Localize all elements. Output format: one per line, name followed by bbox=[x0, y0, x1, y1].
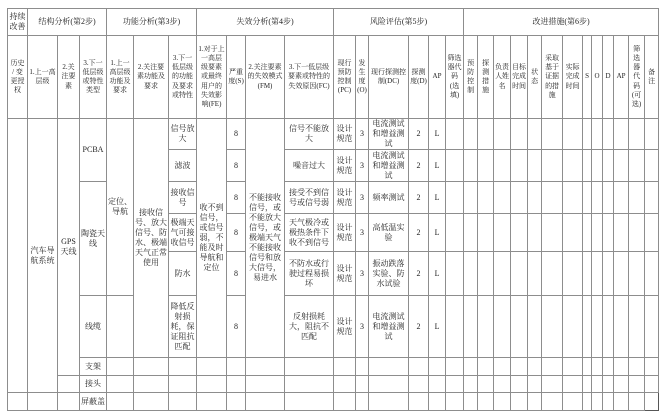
header-owner-name: 负责人姓名 bbox=[494, 36, 511, 119]
empty-cell bbox=[478, 376, 494, 393]
empty-cell bbox=[614, 150, 629, 182]
empty-cell bbox=[107, 376, 134, 393]
empty-cell bbox=[603, 358, 614, 376]
empty-cell bbox=[583, 376, 592, 393]
cell-component-shield-cover: 屏蔽盖 bbox=[80, 393, 107, 411]
empty-cell bbox=[478, 358, 494, 376]
cell-focus-element: GPS天线 bbox=[58, 119, 80, 376]
empty-cell bbox=[446, 119, 464, 150]
empty-cell bbox=[614, 119, 629, 150]
header-next-lower-level-type: 3.下一低层级或特性类型 bbox=[80, 36, 107, 119]
header-filter-code-optional: 筛选器代码(选填) bbox=[446, 36, 464, 119]
empty-cell bbox=[563, 393, 583, 411]
empty-cell bbox=[58, 376, 80, 393]
empty-cell bbox=[464, 150, 478, 182]
cell-dc-4: 振动跌落实验、防水试验 bbox=[369, 252, 409, 296]
row-pcba-amplify bbox=[8, 119, 659, 150]
empty-cell bbox=[494, 252, 511, 296]
column-header-row bbox=[8, 36, 659, 119]
cell-failure-effect: 收不到信号，或信号弱，不能及时导航和定位 bbox=[197, 119, 227, 358]
empty-cell bbox=[169, 393, 197, 411]
empty-cell bbox=[464, 376, 478, 393]
empty-cell bbox=[478, 393, 494, 411]
empty-cell bbox=[246, 376, 285, 393]
empty-cell bbox=[446, 358, 464, 376]
empty-cell bbox=[645, 119, 659, 150]
empty-cell bbox=[542, 252, 563, 296]
empty-cell bbox=[542, 214, 563, 252]
empty-cell bbox=[28, 393, 58, 411]
empty-cell bbox=[629, 296, 645, 358]
empty-cell bbox=[645, 182, 659, 214]
header-severity-s: 严重度(S) bbox=[227, 36, 246, 119]
empty-cell bbox=[645, 150, 659, 182]
empty-cell bbox=[629, 358, 645, 376]
header-actual-completion-date: 实际完成时间 bbox=[563, 36, 583, 119]
cell-pc-4: 设计规范 bbox=[334, 252, 356, 296]
header-evidence-based-action: 采取基于证据的措施 bbox=[542, 36, 563, 119]
cell-occurrence-4: 3 bbox=[356, 252, 369, 296]
cell-failure-cause-2: 接受不到信号或信号弱 bbox=[285, 182, 334, 214]
header-detection-control-dc: 现行探测控制(DC) bbox=[369, 36, 409, 119]
cell-dc-3: 高低温实验 bbox=[369, 214, 409, 252]
cell-ap-5: L bbox=[429, 296, 446, 358]
empty-cell bbox=[528, 393, 542, 411]
empty-cell bbox=[614, 214, 629, 252]
cell-occurrence-2: 3 bbox=[356, 182, 369, 214]
header-s: S bbox=[583, 36, 592, 119]
empty-cell bbox=[528, 214, 542, 252]
empty-cell bbox=[542, 393, 563, 411]
empty-cell bbox=[528, 252, 542, 296]
empty-cell bbox=[592, 182, 603, 214]
empty-cell bbox=[592, 376, 603, 393]
empty-cell bbox=[583, 393, 592, 411]
empty-cell bbox=[563, 376, 583, 393]
cell-detection-0: 2 bbox=[409, 119, 429, 150]
cell-pc-0: 设计规范 bbox=[334, 119, 356, 150]
empty-cell bbox=[356, 376, 369, 393]
cell-occurrence-0: 3 bbox=[356, 119, 369, 150]
header-failure-cause-fc: 3.下一低层级要素或特性的失效原因(FC) bbox=[285, 36, 334, 119]
empty-cell bbox=[169, 358, 197, 376]
empty-cell bbox=[356, 358, 369, 376]
empty-cell bbox=[583, 214, 592, 252]
empty-cell bbox=[563, 296, 583, 358]
cell-component-ceramic-antenna: 陶瓷天线 bbox=[80, 182, 107, 296]
cell-system: 汽车导航系统 bbox=[28, 119, 58, 393]
empty-cell bbox=[563, 182, 583, 214]
cell-history bbox=[8, 119, 28, 393]
empty-cell bbox=[645, 376, 659, 393]
empty-cell bbox=[542, 358, 563, 376]
group-risk-assessment: 风险评估(第5步) bbox=[334, 9, 464, 36]
cell-pc-5: 设计规范 bbox=[334, 296, 356, 358]
empty-cell bbox=[592, 214, 603, 252]
header-focus-element: 2.关注要素 bbox=[58, 36, 80, 119]
empty-cell bbox=[446, 393, 464, 411]
empty-cell bbox=[409, 393, 429, 411]
empty-cell bbox=[134, 358, 169, 376]
empty-cell bbox=[592, 393, 603, 411]
empty-cell bbox=[478, 214, 494, 252]
empty-cell bbox=[528, 150, 542, 182]
empty-cell bbox=[197, 358, 227, 376]
empty-cell bbox=[528, 119, 542, 150]
empty-cell bbox=[645, 296, 659, 358]
cell-ap-4: L bbox=[429, 252, 446, 296]
empty-cell bbox=[629, 182, 645, 214]
empty-cell bbox=[334, 376, 356, 393]
empty-cell bbox=[603, 214, 614, 252]
empty-cell bbox=[511, 214, 528, 252]
empty-cell bbox=[563, 358, 583, 376]
header-target-completion-date: 目标完成时间 bbox=[511, 36, 528, 119]
cell-system-function: 定位、导航 bbox=[107, 119, 134, 296]
empty-cell bbox=[511, 393, 528, 411]
empty-cell bbox=[107, 358, 134, 376]
empty-cell bbox=[592, 150, 603, 182]
cell-severity-1: 8 bbox=[227, 150, 246, 182]
empty-cell bbox=[429, 393, 446, 411]
row-cable bbox=[8, 296, 659, 358]
cell-severity-3: 8 bbox=[227, 214, 246, 252]
empty-cell bbox=[563, 150, 583, 182]
cell-dc-2: 频率测试 bbox=[369, 182, 409, 214]
empty-cell bbox=[629, 252, 645, 296]
cell-detection-3: 2 bbox=[409, 214, 429, 252]
empty-cell bbox=[542, 182, 563, 214]
cell-detection-5: 2 bbox=[409, 296, 429, 358]
group-structure-analysis: 结构分析(第2步) bbox=[28, 9, 107, 36]
empty-cell bbox=[446, 150, 464, 182]
empty-cell bbox=[563, 119, 583, 150]
header-prevention-action: 预防控制 bbox=[464, 36, 478, 119]
header-failure-mode-fm: 2.关注要素的失效模式(FM) bbox=[246, 36, 285, 119]
empty-cell bbox=[429, 376, 446, 393]
cell-component-function-5: 降低反射损耗，保证阻抗匹配 bbox=[169, 296, 197, 358]
group-failure-analysis: 失效分析(第4步) bbox=[197, 9, 334, 36]
empty-cell bbox=[511, 119, 528, 150]
cell-occurrence-3: 3 bbox=[356, 214, 369, 252]
cell-component-function-1: 滤波 bbox=[169, 150, 197, 182]
group-optimization: 改进措施(第6步) bbox=[464, 9, 659, 36]
empty-cell bbox=[246, 393, 285, 411]
cell-dc-1: 电流测试和增益测试 bbox=[369, 150, 409, 182]
cell-occurrence-5: 3 bbox=[356, 296, 369, 358]
empty-cell bbox=[197, 393, 227, 411]
row-connector bbox=[8, 376, 659, 393]
empty-cell bbox=[614, 252, 629, 296]
empty-cell bbox=[614, 182, 629, 214]
empty-cell bbox=[629, 150, 645, 182]
empty-cell bbox=[645, 252, 659, 296]
empty-cell bbox=[356, 393, 369, 411]
header-failure-effects-fe: 1.对于上一高层级要素或最终用户的失效影响(FE) bbox=[197, 36, 227, 119]
empty-cell bbox=[134, 376, 169, 393]
empty-cell bbox=[592, 296, 603, 358]
empty-cell bbox=[511, 296, 528, 358]
cell-detection-1: 2 bbox=[409, 150, 429, 182]
header-higher-level-function: 1.上一高层级功能及要求 bbox=[107, 36, 134, 119]
cell-dc-5: 电流测试和增益测试 bbox=[369, 296, 409, 358]
cell-component-pcba: PCBA bbox=[80, 119, 107, 182]
group-function-analysis: 功能分析(第3步) bbox=[107, 9, 197, 36]
empty-cell bbox=[446, 376, 464, 393]
cell-failure-mode: 不能接收信号，或不能放大信号，或极端天气不能接收信号和放大信号，易进水 bbox=[246, 119, 285, 358]
header-focus-element-function: 2.关注要素功能及要求 bbox=[134, 36, 169, 119]
empty-cell bbox=[528, 358, 542, 376]
empty-cell bbox=[464, 214, 478, 252]
empty-cell bbox=[542, 150, 563, 182]
cell-component-function-0: 信号放大 bbox=[169, 119, 197, 150]
empty-cell bbox=[511, 358, 528, 376]
cell-ap-3: L bbox=[429, 214, 446, 252]
empty-cell bbox=[603, 376, 614, 393]
empty-cell bbox=[583, 252, 592, 296]
empty-cell bbox=[494, 150, 511, 182]
header-d: D bbox=[603, 36, 614, 119]
empty-cell bbox=[494, 182, 511, 214]
header-detection-d: 探测度(D) bbox=[409, 36, 429, 119]
empty-cell bbox=[494, 393, 511, 411]
empty-cell bbox=[478, 182, 494, 214]
group-continuous-improvement: 持续改善 bbox=[8, 9, 28, 36]
empty-cell bbox=[446, 252, 464, 296]
empty-cell bbox=[592, 252, 603, 296]
empty-cell bbox=[603, 119, 614, 150]
empty-cell bbox=[528, 182, 542, 214]
empty-cell bbox=[511, 182, 528, 214]
cell-ap-1: L bbox=[429, 150, 446, 182]
empty-cell bbox=[629, 214, 645, 252]
empty-cell bbox=[614, 296, 629, 358]
row-bracket bbox=[8, 358, 659, 376]
empty-cell bbox=[494, 296, 511, 358]
header-ap-2: AP bbox=[614, 36, 629, 119]
empty-cell bbox=[494, 119, 511, 150]
cell-dc-0: 电流测试和增益测试 bbox=[369, 119, 409, 150]
empty-cell bbox=[603, 252, 614, 296]
empty-cell bbox=[227, 393, 246, 411]
empty-cell bbox=[645, 214, 659, 252]
empty-cell bbox=[334, 358, 356, 376]
cell-failure-cause-5: 反射损耗大，阻抗不匹配 bbox=[285, 296, 334, 358]
empty-cell bbox=[528, 376, 542, 393]
empty-cell bbox=[583, 150, 592, 182]
empty-cell bbox=[464, 252, 478, 296]
empty-cell bbox=[429, 358, 446, 376]
cell-severity-4: 8 bbox=[227, 252, 246, 296]
cell-failure-cause-4: 不防水或行驶过程易损坏 bbox=[285, 252, 334, 296]
empty-cell bbox=[542, 119, 563, 150]
header-filter-code-optional-2: 筛选器代码(可选) bbox=[629, 36, 645, 119]
cell-pc-2: 设计规范 bbox=[334, 182, 356, 214]
cell-occurrence-1: 3 bbox=[356, 150, 369, 182]
empty-cell bbox=[629, 393, 645, 411]
empty-cell bbox=[369, 376, 409, 393]
cell-component-bracket: 支架 bbox=[80, 358, 107, 376]
empty-cell bbox=[592, 358, 603, 376]
empty-cell bbox=[583, 182, 592, 214]
empty-cell bbox=[494, 358, 511, 376]
cell-component-function-4: 防水 bbox=[169, 252, 197, 296]
row-shield-cover bbox=[8, 393, 659, 411]
empty-cell bbox=[464, 358, 478, 376]
empty-cell bbox=[494, 376, 511, 393]
header-next-higher-level: 1.上一高层级 bbox=[28, 36, 58, 119]
empty-cell bbox=[8, 393, 28, 411]
empty-cell bbox=[285, 376, 334, 393]
cell-detection-4: 2 bbox=[409, 252, 429, 296]
empty-cell bbox=[446, 214, 464, 252]
empty-cell bbox=[511, 252, 528, 296]
cell-component-function-3: 极端天气可接收信号 bbox=[169, 214, 197, 252]
empty-cell bbox=[446, 182, 464, 214]
group-header-row bbox=[8, 9, 659, 36]
empty-cell bbox=[592, 119, 603, 150]
empty-cell bbox=[645, 358, 659, 376]
cell-detection-2: 2 bbox=[409, 182, 429, 214]
empty-cell bbox=[409, 358, 429, 376]
header-o: O bbox=[592, 36, 603, 119]
cell-failure-cause-3: 天气极冷或极热条件下收不到信号 bbox=[285, 214, 334, 252]
cell-failure-cause-1: 噪音过大 bbox=[285, 150, 334, 182]
header-detection-action: 探测措施 bbox=[478, 36, 494, 119]
empty-cell bbox=[478, 119, 494, 150]
empty-cell bbox=[107, 296, 134, 358]
empty-cell bbox=[542, 296, 563, 358]
empty-cell bbox=[464, 393, 478, 411]
empty-cell bbox=[227, 376, 246, 393]
empty-cell bbox=[583, 358, 592, 376]
empty-cell bbox=[603, 182, 614, 214]
empty-cell bbox=[614, 393, 629, 411]
header-remarks: 备注 bbox=[645, 36, 659, 119]
cell-component-cable: 线缆 bbox=[80, 296, 107, 358]
empty-cell bbox=[334, 393, 356, 411]
empty-cell bbox=[369, 393, 409, 411]
fmea-table bbox=[7, 8, 659, 411]
empty-cell bbox=[478, 296, 494, 358]
cell-pc-3: 设计规范 bbox=[334, 214, 356, 252]
empty-cell bbox=[629, 376, 645, 393]
empty-cell bbox=[603, 393, 614, 411]
empty-cell bbox=[134, 393, 169, 411]
empty-cell bbox=[227, 358, 246, 376]
empty-cell bbox=[409, 376, 429, 393]
empty-cell bbox=[478, 252, 494, 296]
empty-cell bbox=[464, 296, 478, 358]
empty-cell bbox=[246, 358, 285, 376]
header-lower-level-function: 3.下一低层级的功能及要求或特性 bbox=[169, 36, 197, 119]
cell-component-function-2: 接收信号 bbox=[169, 182, 197, 214]
empty-cell bbox=[603, 296, 614, 358]
cell-severity-5: 8 bbox=[227, 296, 246, 358]
empty-cell bbox=[542, 376, 563, 393]
empty-cell bbox=[629, 119, 645, 150]
cell-severity-0: 8 bbox=[227, 119, 246, 150]
cell-pc-1: 设计规范 bbox=[334, 150, 356, 182]
empty-cell bbox=[464, 119, 478, 150]
empty-cell bbox=[583, 296, 592, 358]
cell-ap-2: L bbox=[429, 182, 446, 214]
cell-element-function: 接收信号、放大信号、防水、极端天气正常使用 bbox=[134, 119, 169, 358]
empty-cell bbox=[197, 376, 227, 393]
empty-cell bbox=[603, 150, 614, 182]
empty-cell bbox=[563, 252, 583, 296]
cell-failure-cause-0: 信号不能放大 bbox=[285, 119, 334, 150]
empty-cell bbox=[107, 393, 134, 411]
empty-cell bbox=[58, 393, 80, 411]
empty-cell bbox=[563, 214, 583, 252]
empty-cell bbox=[511, 376, 528, 393]
empty-cell bbox=[511, 150, 528, 182]
cell-component-connector: 接头 bbox=[80, 376, 107, 393]
empty-cell bbox=[446, 296, 464, 358]
empty-cell bbox=[169, 376, 197, 393]
header-history: 历史 / 变更授权 bbox=[8, 36, 28, 119]
cell-severity-2: 8 bbox=[227, 182, 246, 214]
row-ceramic-receive bbox=[8, 182, 659, 214]
empty-cell bbox=[478, 150, 494, 182]
header-status: 状态 bbox=[528, 36, 542, 119]
empty-cell bbox=[583, 119, 592, 150]
cell-ap-0: L bbox=[429, 119, 446, 150]
header-ap: AP bbox=[429, 36, 446, 119]
empty-cell bbox=[494, 214, 511, 252]
header-occurrence-o: 发生度(O) bbox=[356, 36, 369, 119]
header-prevention-control-pc: 现行预防控制(PC) bbox=[334, 36, 356, 119]
empty-cell bbox=[285, 358, 334, 376]
empty-cell bbox=[528, 296, 542, 358]
empty-cell bbox=[614, 358, 629, 376]
empty-cell bbox=[614, 376, 629, 393]
empty-cell bbox=[285, 393, 334, 411]
empty-cell bbox=[464, 182, 478, 214]
empty-cell bbox=[369, 358, 409, 376]
